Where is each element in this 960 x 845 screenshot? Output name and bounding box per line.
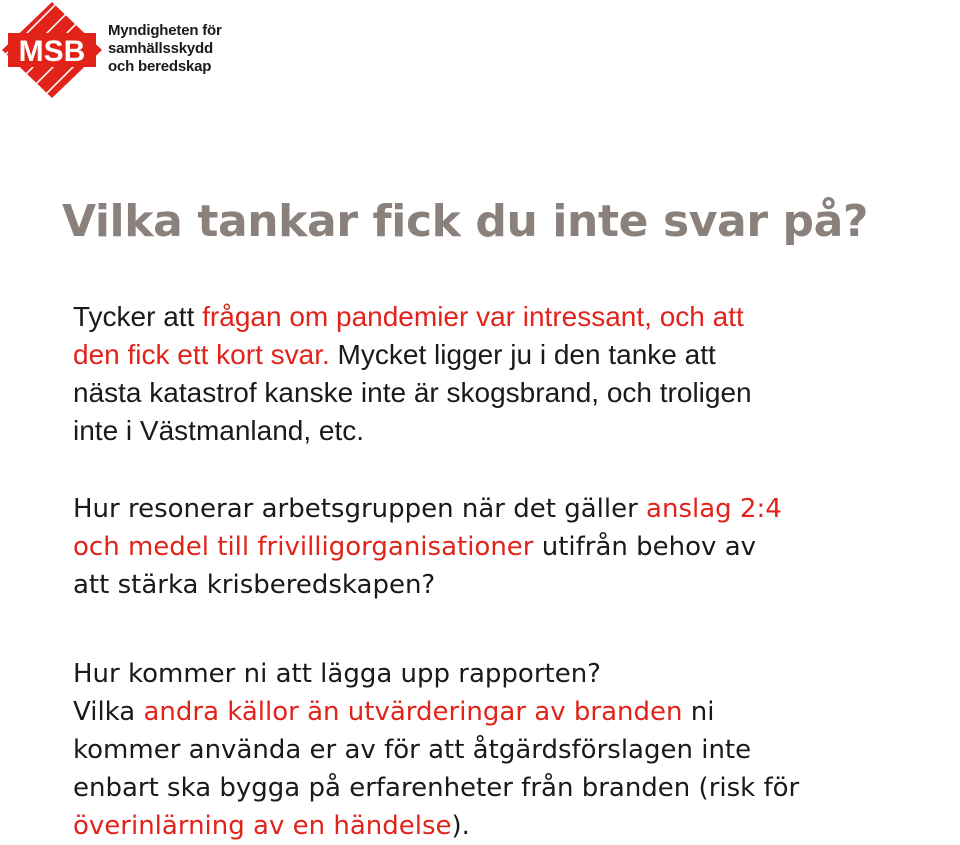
- logo-line: och beredskap: [108, 58, 212, 75]
- text-run: utifrån behov av: [533, 532, 757, 562]
- text-line: att stärka krisberedskapen?: [73, 570, 436, 600]
- text-run: Tycker att: [73, 301, 203, 332]
- msb-logo: [0, 0, 240, 100]
- text-run: Hur resonerar arbetsgruppen när det gäller: [73, 494, 647, 524]
- highlighted-text: och medel till frivilligorganisationer: [73, 532, 534, 562]
- paragraph-pandemic-question: [73, 298, 953, 450]
- logo-line: Myndigheten för: [108, 22, 222, 39]
- msb-logo-wordmark: [108, 22, 222, 76]
- text-line: [73, 807, 953, 845]
- highlighted-text: andra källor än utvärderingar av branden: [143, 697, 683, 727]
- text-line: [73, 528, 953, 566]
- highlighted-text: den fick ett kort svar.: [73, 339, 330, 370]
- msb-logo-mark: [0, 0, 104, 100]
- text-line: nästa katastrof kanske inte är skogsbrand, och troligen: [73, 377, 752, 408]
- text-line: kommer använda er av för att åtgärdsförslagen inte: [73, 735, 752, 765]
- text-line: Hur kommer ni att lägga upp rapporten?: [73, 659, 601, 689]
- text-line: [73, 298, 953, 336]
- paragraph-report-question: [73, 655, 953, 845]
- highlighted-text: anslag 2:4: [646, 494, 782, 524]
- text-line: [73, 336, 953, 374]
- logo-line: samhällsskydd: [108, 40, 213, 57]
- text-run: Mycket ligger ju i den tanke att: [329, 339, 716, 370]
- text-run: Vilka: [73, 697, 144, 727]
- text-run: ni: [682, 697, 715, 727]
- msb-logo-abbr: MSB: [18, 35, 86, 68]
- text-line: [73, 490, 953, 528]
- text-run: ).: [451, 811, 470, 841]
- highlighted-text: överinlärning av en händelse: [73, 811, 452, 841]
- page-title: Vilka tankar fick du inte svar på?: [62, 196, 869, 247]
- highlighted-text: frågan om pandemier var intressant, och att: [202, 301, 744, 332]
- text-line: [73, 693, 953, 731]
- paragraph-grant-question: [73, 490, 953, 604]
- text-line: inte i Västmanland, etc.: [73, 415, 365, 446]
- text-line: enbart ska bygga på erfarenheter från branden (risk för: [73, 773, 800, 803]
